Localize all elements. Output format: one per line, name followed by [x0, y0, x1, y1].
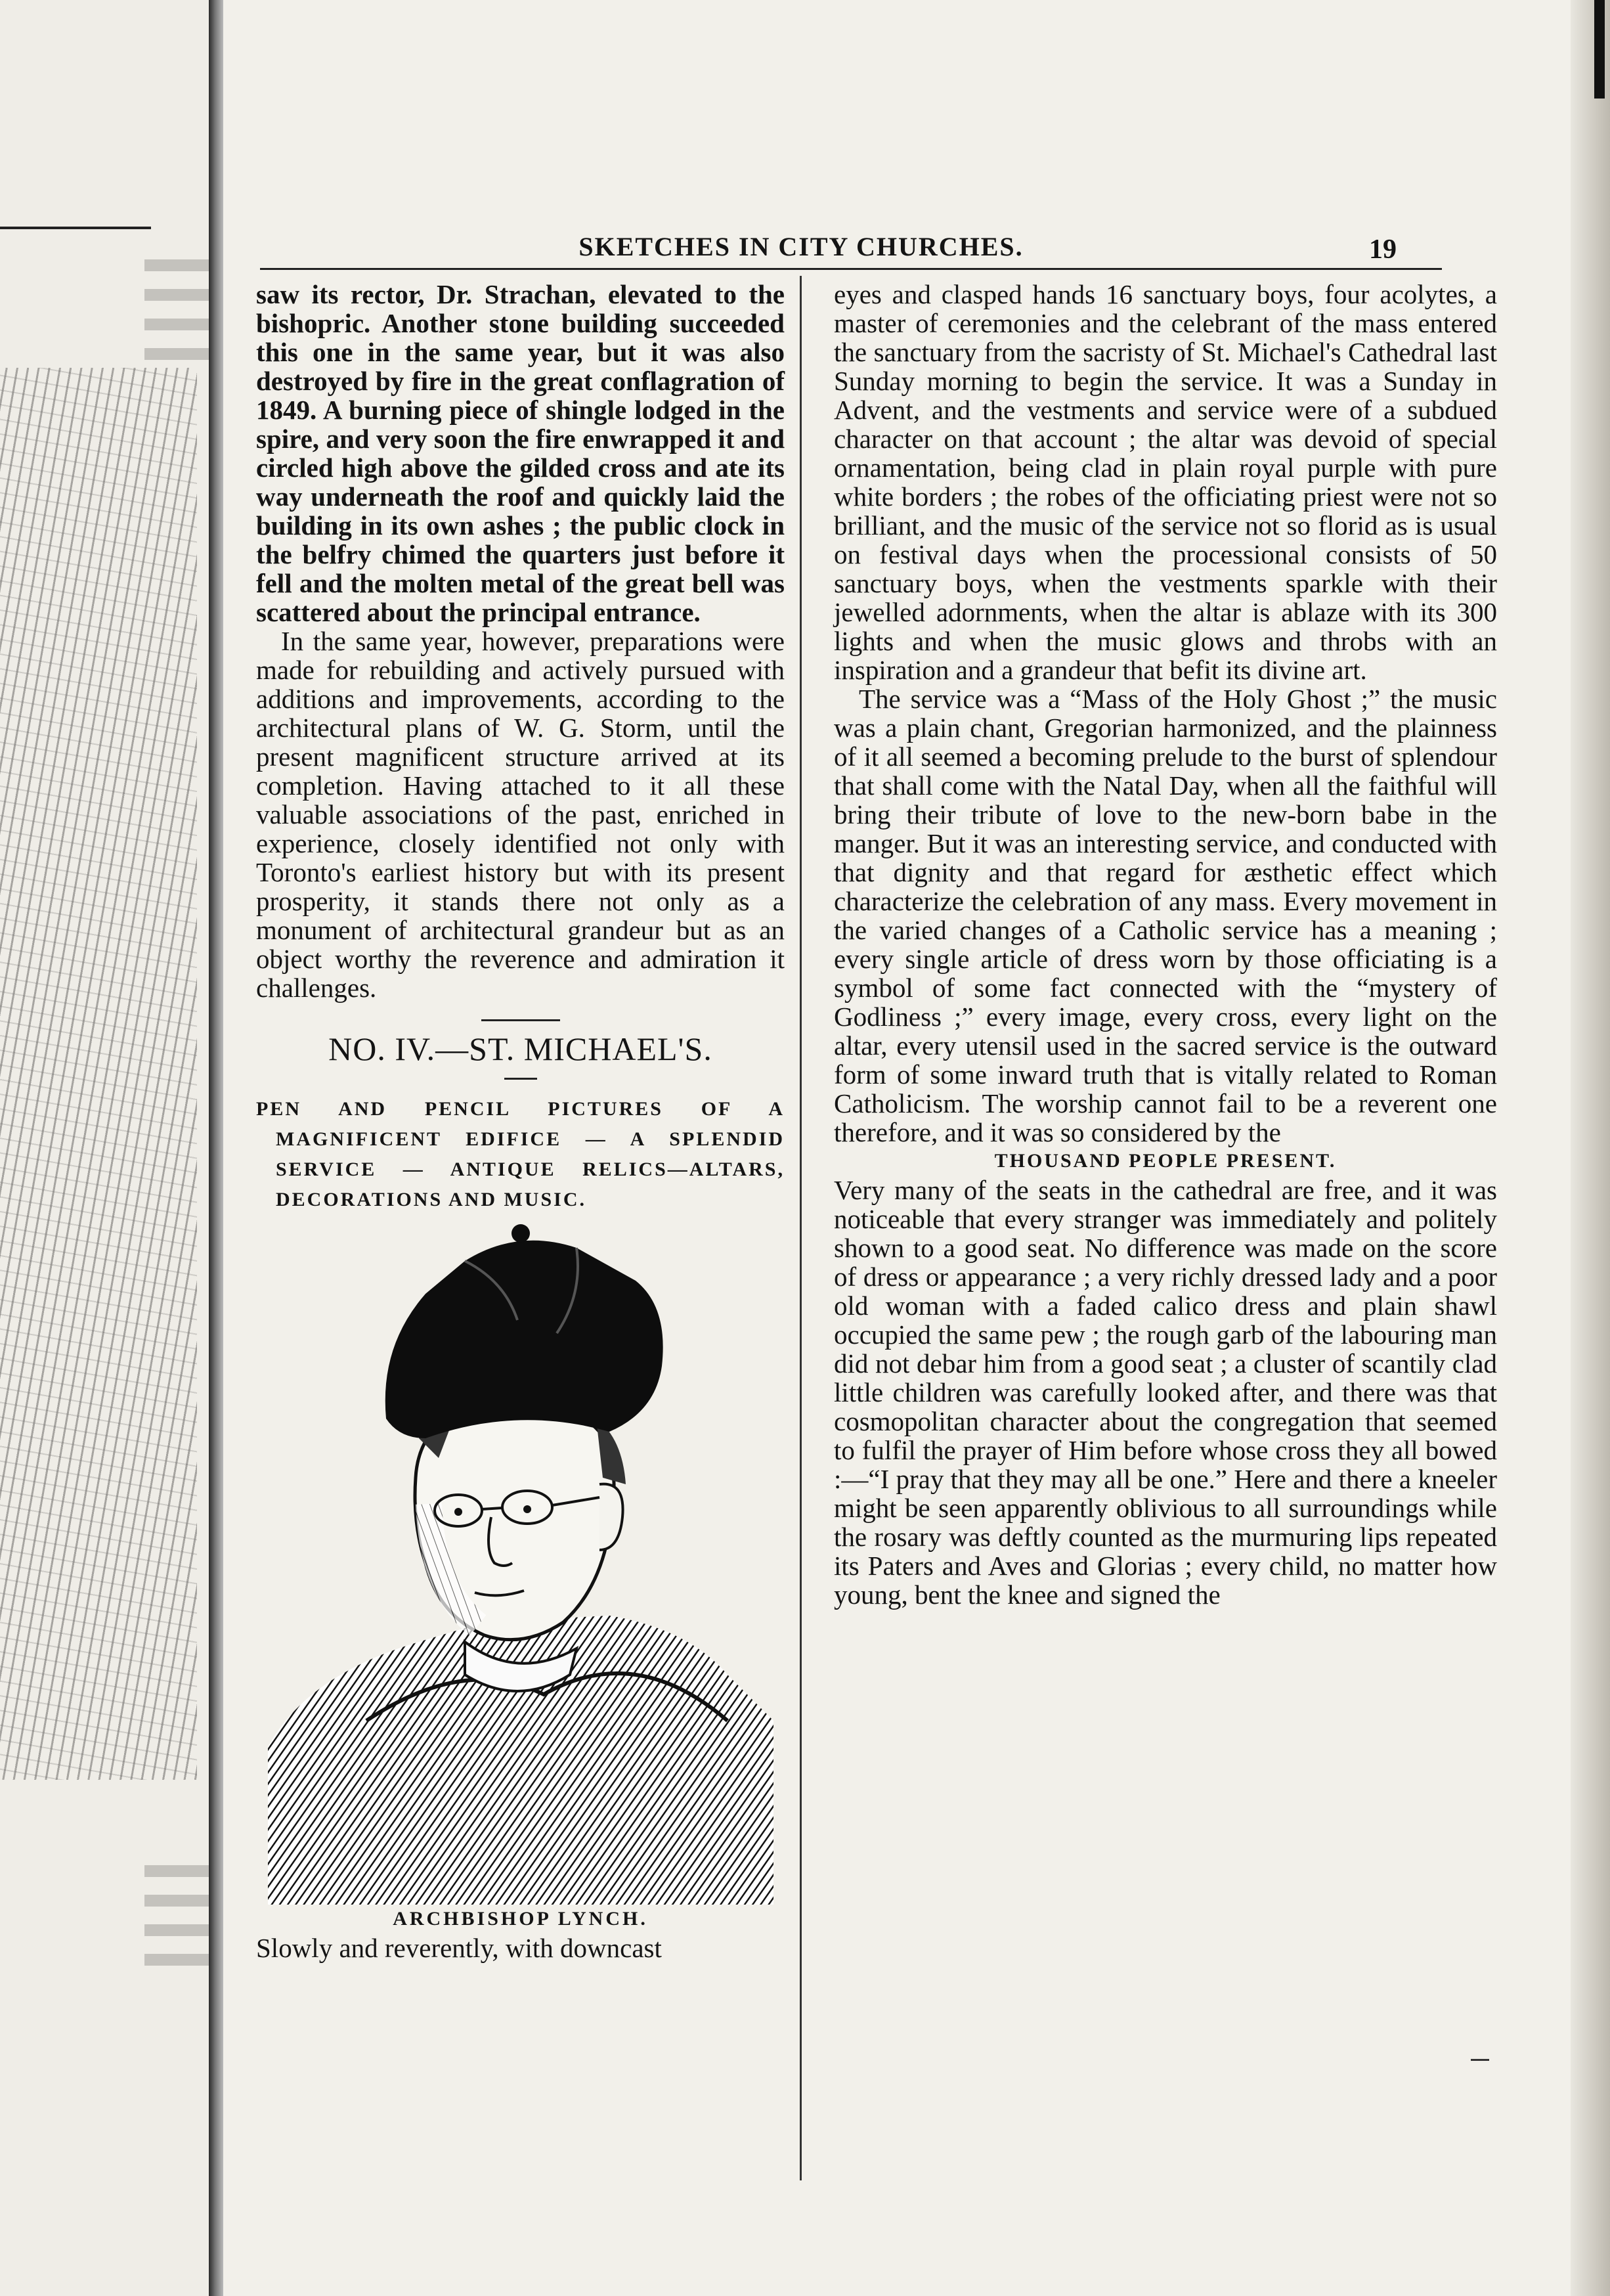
paragraph: Very many of the seats in the cathedral are free, and it was noticeable that every stranger was immediately and politely shown to a good seat. No difference was made on the score of dress or appearance ; a very richly dressed lady and a poor old woman with a faded calico dress and plain shawl occupied the same pew ; the rough garb of the labouring man did not debar him from a good seat ; a cluster of scantily clad little children was carefully looked after, and there was that cosmopolitan character about the congregation that seemed to fulfil the prayer of Him before whose cross they all bowed :—“I pray that they may all be one.” Here and there a kneeler might be seen apparently oblivious to all surroundings while the rosary was deftly counted as the murmuring lips repeated its Paters and Aves and Glorias ; every child, no matter how young, bent the knee and signed the: [834, 1175, 1497, 1610]
book-page: [223, 0, 1571, 2296]
column-divider: [800, 276, 802, 2180]
facing-page-rule: [0, 227, 151, 229]
paragraph: eyes and clasped hands 16 sanctuary boys, four acolytes, a master of ceremonies and the celebrant of the mass entered the sanctuary from the sacristy of St. Michael's Cathedral last Sunday morning to begin the service. It was a Sunday in Advent, and the vestments and service were of a subdued character on that account ; the altar was devoid of special ornamentation, being clad in plain royal purple with pure white borders ; the robes of the officiating priest were not so brilliant, and the music of the service not so florid as is usual on festival days when the processional consists of 50 sanctuary boys, when the vestments sparkle with their jewelled adornments, when the altar is ablaze with its 300 lights and when the music glows and throbs with an inspiration and a grandeur that befit its divine art.: [834, 279, 1497, 685]
facing-page-text-fragment: [144, 289, 210, 301]
section-divider: [481, 1019, 560, 1021]
left-column: [256, 280, 785, 1962]
book-gutter: [209, 0, 223, 2296]
facing-page-engraving: [0, 368, 197, 1780]
paragraph: The service was a “Mass of the Holy Ghost ;” the music was a plain chant, Gregorian harmonized, and the plainness of it all seemed a becoming prelude to the burst of splendour that shall come with the Natal Day, when all the faithful will bring their tribute of love to the new-born babe in the manger. But it was an interesting service, and conducted with that dignity and that regard for æsthetic effect which characterize the celebration of any mass. Every movement in the varied changes of a Catholic service has a meaning ; every single article of dress worn by those officiating is a symbol of some fact connected with the “mystery of Godliness ;” every image, every cross, every light on the altar, every utensil used in the sacred service is the outward form of some inward truth that is vitally related to Roman Catholicism. The worship cannot fail to be a reverent one therefore, and it was so considered by the: [834, 684, 1497, 1147]
right-column: [834, 280, 1497, 1609]
archbishop-portrait: [268, 1222, 773, 1905]
article-deck: PEN AND PENCIL PICTURES OF A MAGNIFICENT EDIFICE — A SPLENDID SERVICE — ANTIQUE RELICS—ALTARS, DECORATIONS AND MUSIC.: [256, 1098, 785, 1210]
facing-page-fragment: [0, 0, 217, 2296]
facing-page-text-fragment: [144, 348, 210, 360]
facing-page-text-fragment: [144, 319, 210, 330]
page-number: 19: [1369, 234, 1397, 265]
title-divider: [504, 1078, 537, 1080]
facing-page-text-fragment: [144, 1895, 210, 1907]
scan-edge-mark: [1594, 0, 1605, 99]
facing-page-text-fragment: [144, 1954, 210, 1966]
portrait-caption: ARCHBISHOP LYNCH.: [393, 1908, 648, 1930]
facing-page-text-fragment: [144, 1924, 210, 1936]
page-edge: [1571, 0, 1610, 2296]
subheading: THOUSAND PEOPLE PRESENT.: [994, 1150, 1337, 1172]
continuation-dash: [1471, 2059, 1489, 2061]
paragraph: saw its rector, Dr. Strachan, elevated to the bishopric. Another stone building succeeded this one in the same year, but it was also destroyed by fire in the great conflagration of 1849. A burning piece of shingle lodged in the spire, and very soon the fire enwrapped it and circled high above the gilded cross and ate its way underneath the roof and quickly laid the building in its own ashes ; the public clock in the belfry chimed the quarters just before it fell and the molten metal of the great bell was scattered about the principal entrance.: [256, 279, 785, 627]
running-title: SKETCHES IN CITY CHURCHES.: [578, 232, 1024, 261]
section-title: NO. IV.—ST. MICHAEL'S.: [328, 1030, 712, 1067]
paragraph: Slowly and reverently, with downcast: [256, 1933, 662, 1963]
header-rule: [260, 268, 1442, 270]
paragraph: In the same year, however, preparations were made for rebuilding and actively pursued with additions and improvements, according to the architectural plans of W. G. Storm, until the present magnificent structure arrived at its completion. Having attached to it all these valuable associations of the past, enriched in experience, closely identified not only with Toronto's earliest history but with its present prosperity, it stands there not only as a monument of architectural grandeur but as an object worthy the reverence and admiration it challenges.: [256, 626, 785, 1003]
facing-page-text-fragment: [144, 1865, 210, 1877]
facing-page-text-fragment: [144, 259, 210, 271]
